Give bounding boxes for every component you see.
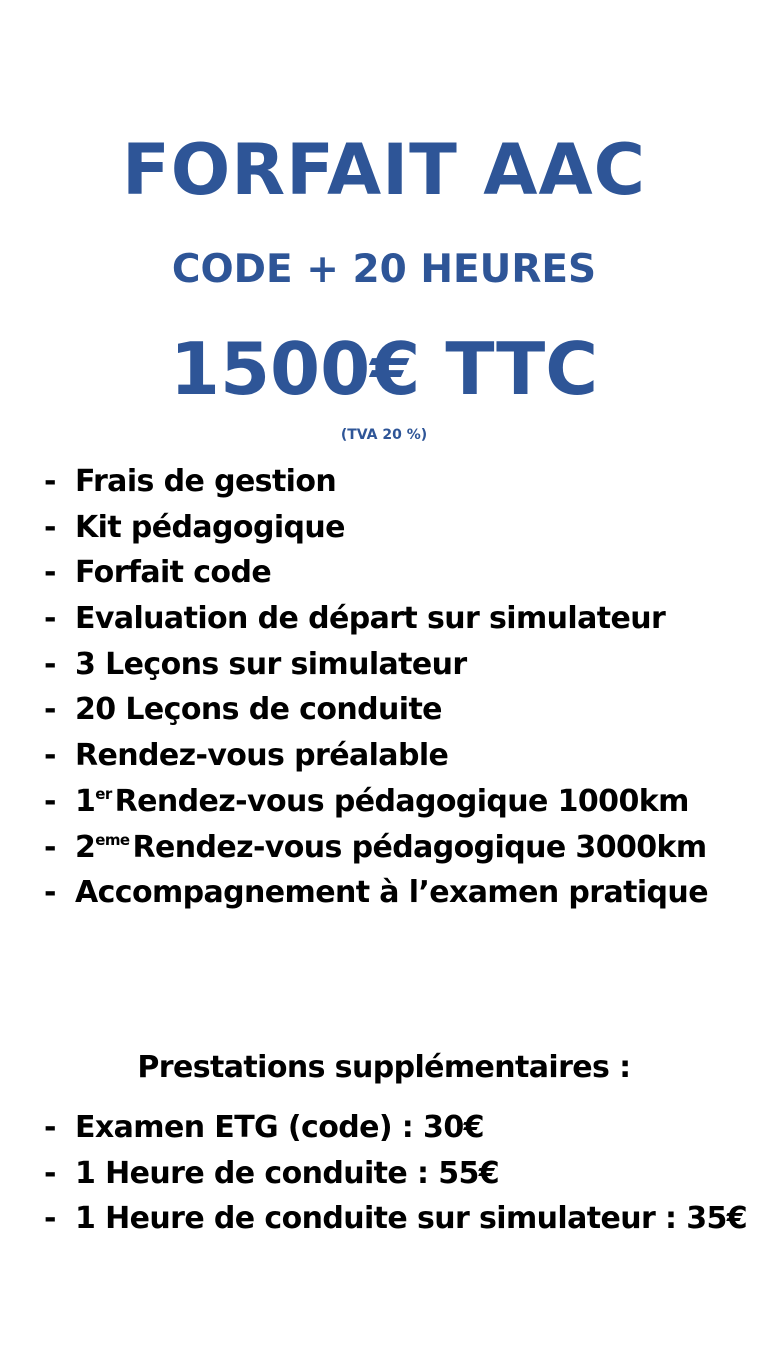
- list-bullet: -: [44, 783, 56, 819]
- list-bullet: -: [44, 1155, 56, 1191]
- list-item-text: 20 Leçons de conduite: [75, 692, 442, 728]
- list-item-text: Evaluation de départ sur simulateur: [75, 601, 666, 637]
- list-bullet: -: [44, 692, 56, 728]
- list-item-text: 2eme Rendez-vous pédagogique 3000km: [75, 829, 707, 865]
- package-subtitle: CODE + 20 HEURES: [171, 247, 597, 292]
- list-bullet: -: [44, 1201, 56, 1237]
- list-item-text: Accompagnement à l’examen pratique: [75, 875, 708, 911]
- list-item-text: 1er Rendez-vous pédagogique 1000km: [75, 783, 689, 819]
- list-item-text: 1 Heure de conduite sur simulateur : 35€: [75, 1201, 748, 1237]
- list-item-text: Rendez-vous préalable: [75, 738, 449, 774]
- list-bullet: -: [44, 738, 56, 774]
- ordinal-suffix: er: [95, 784, 112, 803]
- list-bullet: -: [44, 509, 56, 545]
- list-bullet: -: [44, 464, 56, 499]
- tax-note: (TVA 20 %): [340, 427, 428, 443]
- ordinal-number: 1: [75, 783, 96, 819]
- ordinal-suffix: eme: [95, 830, 130, 849]
- list-item-text: Kit pédagogique: [75, 509, 345, 545]
- list-bullet: -: [44, 555, 56, 591]
- list-bullet: -: [44, 646, 56, 682]
- list-item-text: 3 Leçons sur simulateur: [75, 646, 467, 682]
- list-item-text: Forfait code: [75, 555, 272, 591]
- ordinal-number: 2: [75, 829, 96, 865]
- list-bullet: -: [44, 1110, 56, 1145]
- list-item-text: Frais de gestion: [75, 464, 337, 499]
- list-item-text: Examen ETG (code) : 30€: [75, 1110, 484, 1145]
- page-title: FORFAIT AAC: [121, 129, 647, 211]
- extras-heading: Prestations supplémentaires :: [137, 1050, 631, 1085]
- package-price: 1500€ TTC: [169, 327, 599, 411]
- list-bullet: -: [44, 601, 56, 637]
- list-bullet: -: [44, 829, 56, 865]
- list-item-text: 1 Heure de conduite : 55€: [75, 1155, 500, 1191]
- list-bullet: -: [44, 875, 56, 911]
